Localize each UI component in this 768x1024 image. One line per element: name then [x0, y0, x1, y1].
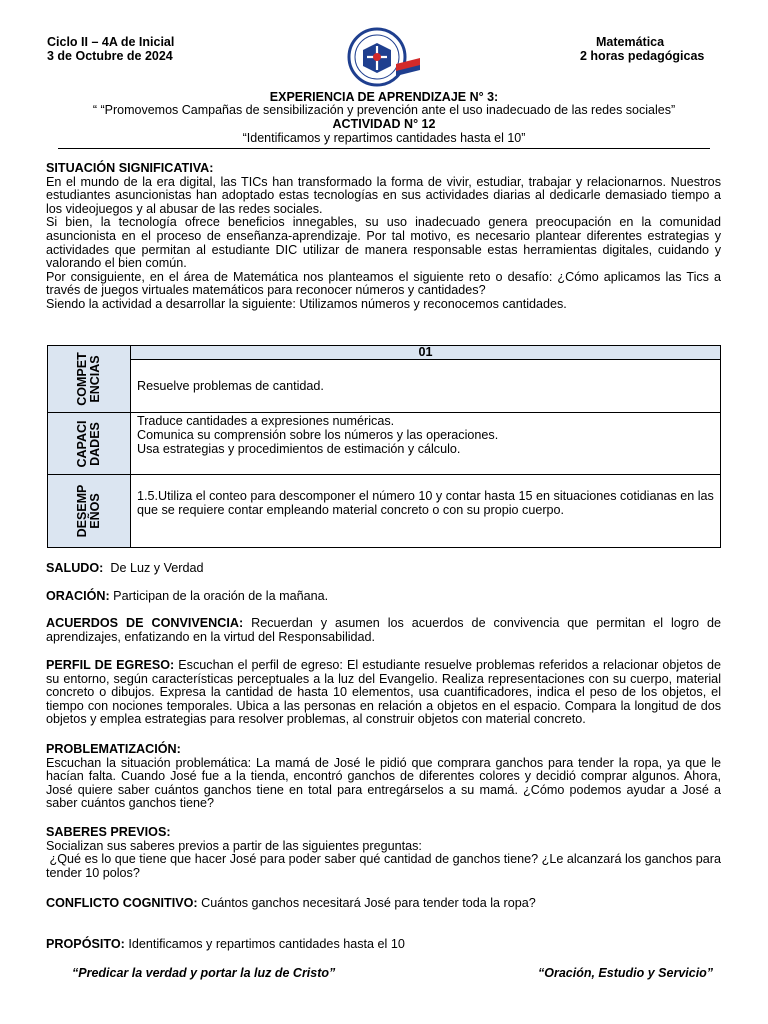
footer-motto-right: “Oración, Estudio y Servicio” [538, 966, 714, 980]
situation-paragraph-2: Si bien, la tecnología ofrece beneficios innegables, su uso inadecuado genera preocupación en la comunidad asuncionista en el proceso de enseñanza-aprendizaje. Por tal motivo, es necesario plantear diferentes estrategias y actividades que permitan al estudiante DIC utilizar de manera responsable estas herramientas digitales, cuidando y valorando el bien común. [46, 215, 721, 271]
problematizacion-heading: PROBLEMATIZACIÓN: [46, 742, 181, 756]
title-divider [58, 148, 710, 149]
situation-heading: SITUACIÓN SIGNIFICATIVA: [46, 161, 214, 175]
conflicto-section [46, 897, 721, 911]
competencias-label-cell [48, 346, 131, 413]
situation-paragraph-3: Por consiguiente, en el área de Matemática nos planteamos el siguiente reto o desafío: ¿Cómo aplicamos las Tics a través de juegos virtuales matemáticos para reconocer números y cantidades? [46, 269, 721, 298]
footer-motto-left: “Predicar la verdad y portar la luz de Cristo” [72, 966, 336, 980]
conflicto-label: CONFLICTO COGNITIVO: [46, 896, 198, 910]
situation-paragraph-1: En el mundo de la era digital, las TICs han transformado la forma de vivir, estudiar, trabajar y relacionarnos. Nuestros estudiantes asuncionistas han adoptado estas tecnologías en sus actividades diarias al dedicarle demasiado tiempo a los videojuegos y al abusar de las redes sociales. [46, 174, 721, 216]
capacidades-label: CAPACI DADES [75, 420, 102, 467]
capacidades-cell [131, 413, 721, 475]
proposito-label: PROPÓSITO: [46, 937, 125, 951]
situation-paragraph-4: Siendo la actividad a desarrollar la siguiente: Utilizamos números y reconocemos cantidades. [46, 296, 567, 311]
conflicto-text: Cuántos ganchos necesitará José para tender toda la ropa? [197, 896, 536, 910]
capacidad-item: Usa estrategias y procedimientos de estimación y cálculo. [137, 442, 461, 456]
saberes-section [46, 825, 725, 880]
saludo-text: De Luz y Verdad [103, 561, 204, 575]
acuerdos-label: ACUERDOS DE CONVIVENCIA: [46, 616, 244, 630]
problematizacion-text: Escuchan la situación problemática: La mamá de José le pidió que comprara ganchos para tender la ropa, ya que le hacían falta. Cuando José fue a la tienda, encontró ganchos de diferentes colores y decidió comprar algunos. Ahora, José quiere saber cuántos ganchos tiene en total para entregárselos a su mamá. ¿Cómo podemos ayudar a José a saber cuántos ganchos tiene? [46, 755, 721, 811]
competencia-text: Resuelve problemas de cantidad. [137, 379, 324, 393]
perfil-label: PERFIL DE EGRESO: [46, 658, 175, 672]
activity-name: “Identificamos y repartimos cantidades hasta el 10” [242, 131, 526, 145]
saberes-heading: SABERES PREVIOS: [46, 825, 171, 839]
subject-label: Matemática [596, 35, 665, 49]
desempenos-cell [131, 475, 721, 548]
oracion-text: Participan de la oración de la mañana. [109, 589, 329, 603]
table-number: 01 [131, 346, 721, 360]
saludo-section [46, 562, 721, 576]
capacidades-label-cell [48, 413, 131, 475]
oracion-label: ORACIÓN: [46, 589, 110, 603]
perfil-section [46, 659, 721, 727]
saludo-label: SALUDO: [46, 561, 104, 575]
saberes-intro: Socializan sus saberes previos a partir de las siguientes preguntas: [46, 838, 422, 853]
situation-section [46, 162, 721, 312]
oracion-section [46, 590, 721, 604]
hours-label: 2 horas pedagógicas [580, 49, 705, 63]
competency-table [47, 345, 721, 548]
capacidad-item: Traduce cantidades a expresiones numéricas. [137, 414, 395, 428]
desempeno-text: 1.5.Utiliza el conteo para descomponer el número 10 y contar hasta 15 en situaciones cotidianas en las que se requiere contar empleando material concreto o con su propio cuerpo. [137, 489, 714, 517]
cycle-label: Ciclo II – 4A de Inicial [47, 35, 175, 49]
experience-title: EXPERIENCIA DE APRENDIZAJE N° 3: [269, 90, 499, 104]
competencia-cell [131, 360, 721, 413]
proposito-section [46, 938, 721, 952]
competencias-label: COMPET ENCIAS [75, 352, 102, 406]
campaign-title: “ “Promovemos Campañas de sensibilización y prevención ante el uso inadecuado de las redes sociales” [92, 103, 676, 117]
acuerdos-text: Recuerdan y asumen los acuerdos de convivencia que permitan el logro de aprendizajes, enfatizando en la virtud del Responsabilidad. [46, 616, 721, 644]
proposito-text: Identificamos y repartimos cantidades hasta el 10 [124, 937, 405, 951]
perfil-text: Escuchan el perfil de egreso: El estudiante resuelve problemas referidos a relacionar objetos de su entorno, según características perceptuales a la luz del Evangelio. Realiza representaciones con su cuerpo, material concreto o dibujos. Expresa la cantidad de hasta 10 elementos, usa cuantificadores, indica el peso de los objetos, el tiempo con nociones temporales. Ubica a las personas en relación a objetos en el espacio. Compara la longitud de dos objetos y emplea estrategias para resolver problemas, al construir objetos con material concreto. [46, 658, 721, 727]
capacidad-item: Comunica su comprensión sobre los números y las operaciones. [137, 428, 499, 442]
school-logo [344, 26, 424, 88]
desempenos-label-cell [48, 475, 131, 548]
saberes-questions: ¿Qué es lo que tiene que hacer José para poder saber qué cantidad de ganchos tiene? ¿Le alcanzará los ganchos para tender 10 polos? [46, 852, 725, 880]
date-label: 3 de Octubre de 2024 [47, 49, 173, 63]
problematizacion-section [46, 743, 721, 811]
desempenos-label: DESEMP EÑOS [75, 484, 102, 538]
activity-title: ACTIVIDAD N° 12 [332, 117, 436, 131]
acuerdos-section [46, 617, 721, 644]
